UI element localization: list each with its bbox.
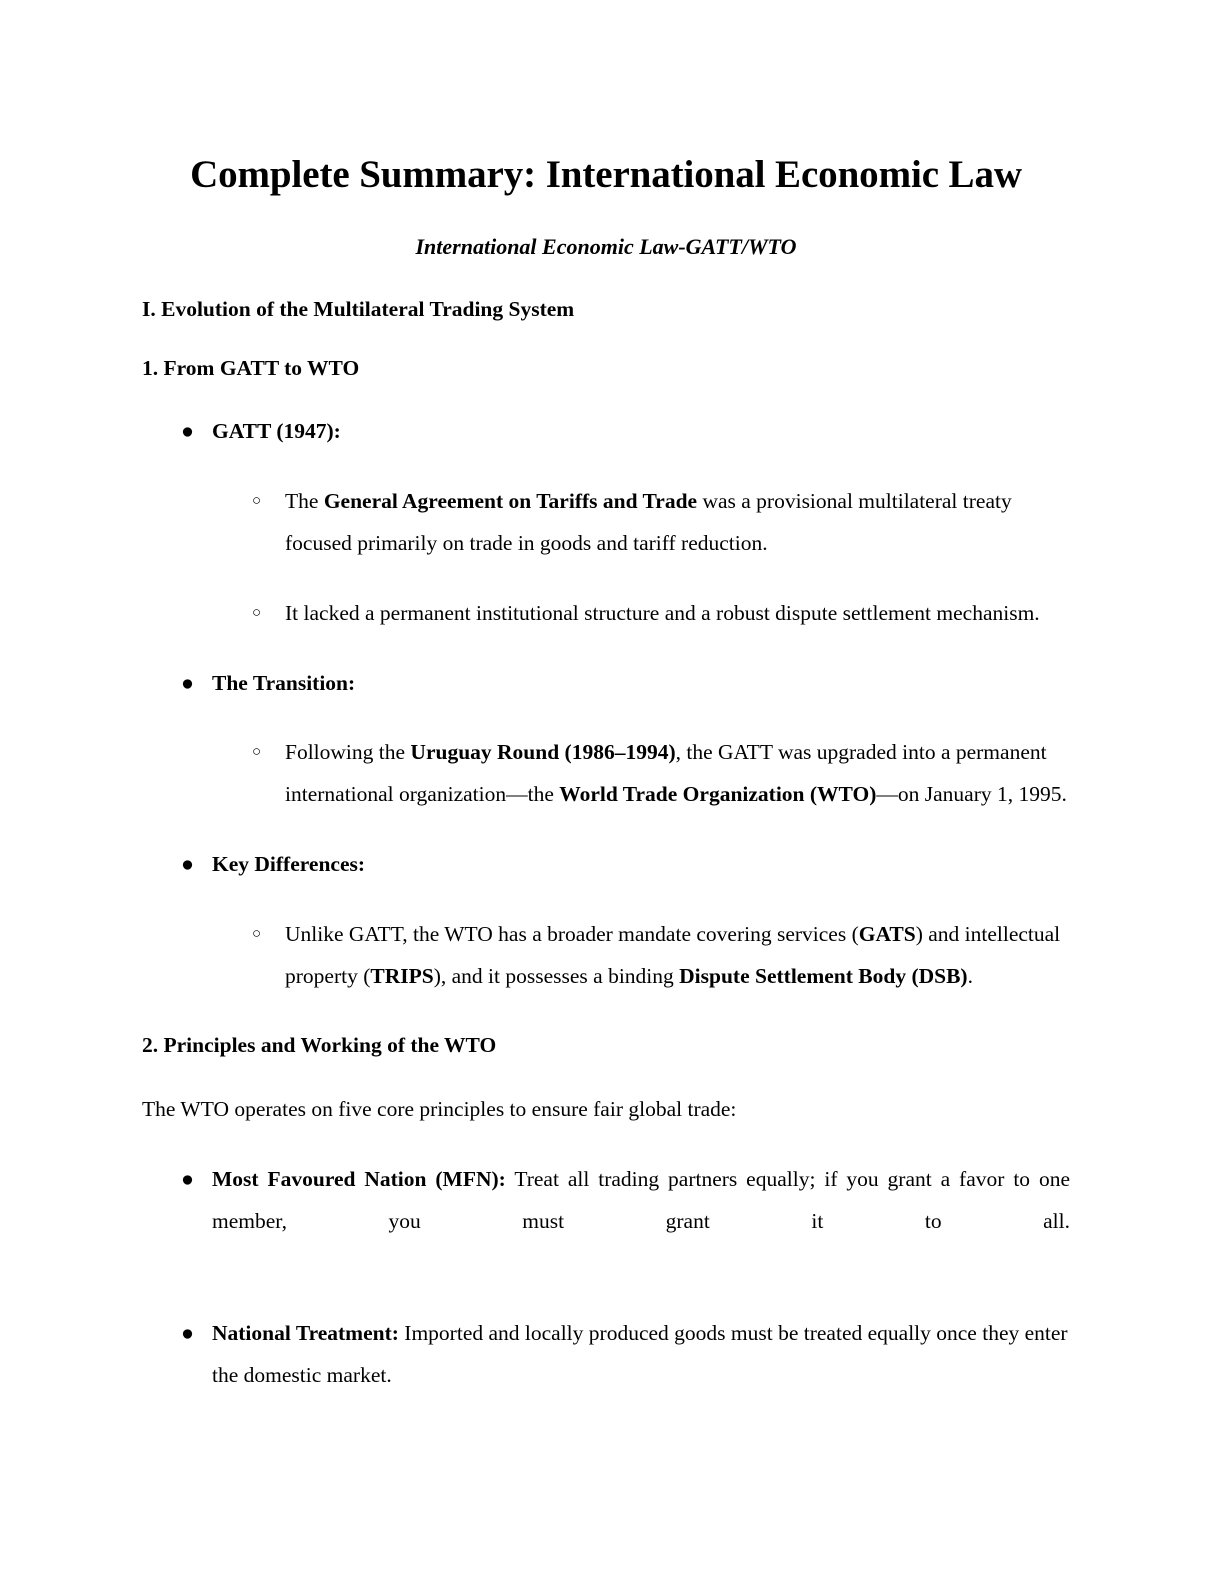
bullet-disc-icon: ● (181, 418, 194, 443)
document-subtitle: International Economic Law-GATT/WTO (415, 234, 797, 260)
page-title: Complete Summary: International Economic Law (190, 153, 1022, 196)
text-fragment: —on January 1, 1995. (876, 782, 1067, 807)
subsection-heading-principles: 2. Principles and Working of the WTO (142, 1033, 497, 1058)
emphasis-wto-name: World Trade Organization (WTO) (559, 782, 877, 807)
transition-sub-list (212, 704, 1070, 816)
list-item-text: It lacked a permanent institutional structure and a robust dispute settlement mechanism. (285, 600, 1040, 625)
list-item (142, 383, 1070, 635)
list-item (212, 704, 1070, 816)
bullet-disc-icon: ● (181, 852, 194, 877)
emphasis-agreement-name: General Agreement on Tariffs and Trade (323, 488, 698, 513)
subsection-heading-gatt-to-wto: 1. From GATT to WTO (142, 355, 360, 380)
list-item (212, 565, 1070, 635)
bullet-disc-icon: ● (181, 1167, 194, 1192)
emphasis-dsb: Dispute Settlement Body (DSB) (679, 964, 968, 989)
text-fragment: ), and it possesses a binding (433, 964, 680, 989)
bullet-circle-icon: ○ (252, 604, 262, 621)
text-fragment: Unlike GATT, the WTO has a broader mandate covering services ( (285, 922, 859, 947)
bullet-circle-icon: ○ (252, 744, 262, 761)
text-fragment: ) and intellectual property ( (285, 922, 1061, 989)
list-item-text (212, 1313, 1070, 1397)
list-item (142, 1131, 1070, 1285)
list-item-text (285, 914, 1070, 998)
list-item (142, 1285, 1070, 1397)
emphasis-uruguay-round: Uruguay Round (1986–1994) (410, 740, 676, 765)
section-heading-evolution: I. Evolution of the Multilateral Trading System (142, 296, 575, 321)
bullet-disc-icon: ● (181, 1320, 194, 1345)
list-item-label: Key Differences: (212, 852, 366, 877)
emphasis-trips: TRIPS (370, 964, 434, 989)
list-item-label: The Transition: (212, 670, 356, 695)
key-differences-sub-list (212, 886, 1070, 998)
list-item-label: GATT (1947): (212, 418, 341, 443)
text-fragment: Imported and locally produced goods must be treated equally once they enter the domestic market. (212, 1320, 1068, 1387)
list-item (212, 886, 1070, 998)
text-fragment: was a provisional multilateral treaty focused primarily on trade in goods and tariff reduction. (285, 488, 1012, 555)
list-item-text (212, 1159, 1070, 1285)
text-fragment: . (967, 964, 973, 989)
principles-list (142, 1131, 1070, 1397)
list-item-text (285, 481, 1070, 565)
bullet-circle-icon: ○ (252, 492, 262, 509)
list-item (142, 635, 1070, 817)
emphasis-national-treatment-label: National Treatment: (212, 1320, 399, 1345)
gatt-sub-list (212, 453, 1070, 635)
list-item (142, 816, 1070, 998)
emphasis-gats: GATS (858, 922, 916, 947)
bullet-circle-icon: ○ (252, 926, 262, 943)
text-fragment: Treat all trading partners equally; if you grant a favor to one member, you must grant it to all. (212, 1167, 1070, 1233)
document-content (142, 0, 1070, 1397)
gatt-evolution-list (142, 383, 1070, 998)
bullet-disc-icon: ● (181, 670, 194, 695)
principles-intro-text: The WTO operates on five core principles to ensure fair global trade: (142, 1097, 737, 1122)
list-item-text (285, 732, 1070, 816)
text-fragment: The (285, 488, 324, 513)
list-item (212, 453, 1070, 565)
text-fragment: Following the (285, 740, 411, 765)
text-fragment: , the GATT was upgraded into a permanent international organization—the (285, 740, 1047, 807)
emphasis-mfn-label: Most Favoured Nation (MFN): (212, 1167, 506, 1192)
